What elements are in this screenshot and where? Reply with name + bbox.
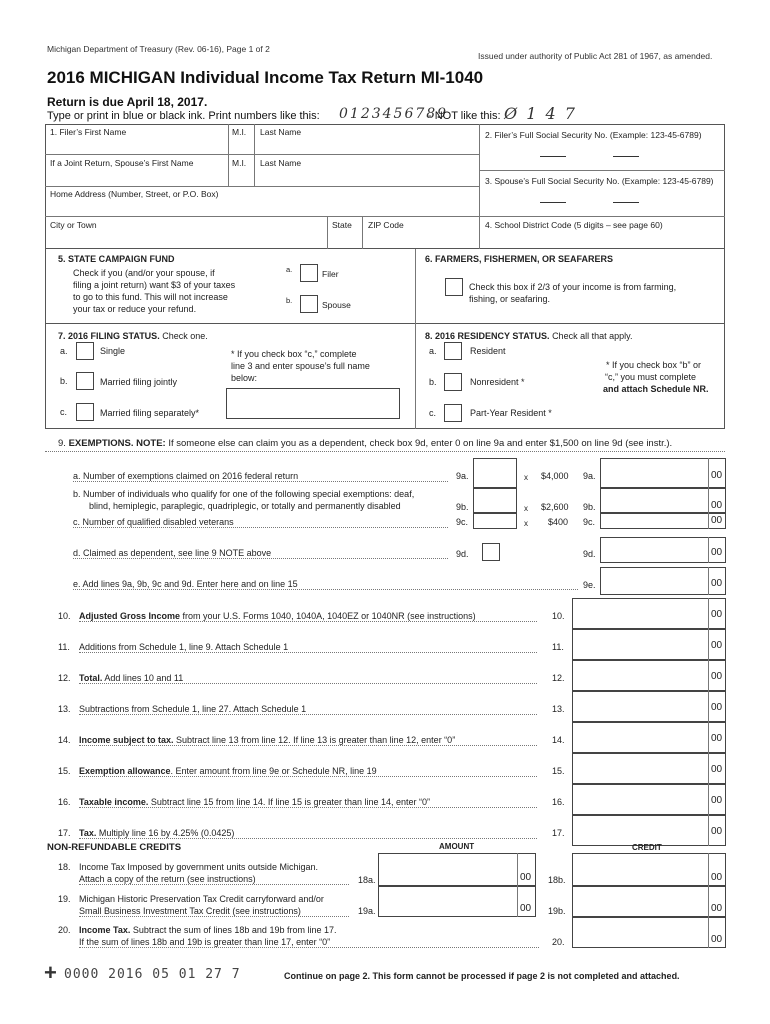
- line-18a-ref: 18a.: [358, 875, 376, 885]
- line-12-cents: 00: [711, 671, 723, 682]
- farmers-heading: 6. FARMERS, FISHERMEN, OR SEAFARERS: [425, 254, 614, 264]
- filer-first-name-label: 1. Filer’s First Name: [50, 127, 127, 137]
- single-label: Single: [100, 346, 126, 356]
- city-label: City or Town: [50, 220, 97, 230]
- filer-ssn-label: 2. Filer’s Full Social Security No. (Example: 123-45-6789): [485, 130, 702, 140]
- spouse-first-name-input[interactable]: [46, 169, 228, 185]
- cents-divider: [708, 784, 709, 815]
- line-9d-out-ref: 9d.: [583, 549, 596, 559]
- nonresident-label: Nonresident *: [470, 377, 525, 387]
- state-label: State: [332, 220, 352, 230]
- line-9e-text: e. Add lines 9a, 9b, 9c and 9d. Enter here and on line 15: [73, 579, 578, 590]
- school-district-input[interactable]: [480, 231, 725, 248]
- line-11-num: 11.: [58, 642, 70, 652]
- line-19b-amount-input[interactable]: [572, 886, 726, 917]
- line-20-cents: 00: [711, 934, 723, 945]
- single-checkbox[interactable]: [76, 342, 94, 360]
- filing-note-3: below:: [231, 373, 258, 383]
- line-13-amount-input[interactable]: [572, 691, 726, 722]
- campaign-spouse-label: Spouse: [322, 300, 351, 310]
- farmers-text-2: fishing, or seafaring.: [469, 294, 551, 304]
- line-18-text-2: Attach a copy of the return (see instructions): [79, 874, 349, 885]
- not-like-text: - NOT like this:: [428, 110, 501, 122]
- sample-digits-good: 0123456789: [339, 106, 449, 122]
- partyear-label: Part-Year Resident *: [470, 408, 552, 418]
- residency-c-label: c.: [429, 408, 437, 418]
- spouse-full-name-input[interactable]: [226, 388, 400, 419]
- resident-label: Resident: [470, 346, 506, 356]
- exemptions-num: 9.: [58, 438, 66, 449]
- spouse-ssn-label: 3. Spouse’s Full Social Security No. (Example: 123-45-6789): [485, 176, 714, 186]
- line-12-num: 12.: [58, 673, 71, 683]
- continue-notice: Continue on page 2. This form cannot be processed if page 2 is not completed and attached.: [284, 971, 680, 981]
- cents-divider: [708, 691, 709, 722]
- filer-last-name-input[interactable]: [255, 138, 479, 154]
- line-16-cents: 00: [711, 795, 723, 806]
- exemptions-heading-bold: EXEMPTIONS.: [68, 438, 134, 449]
- cents-divider: [708, 722, 709, 753]
- line-13-text: [79, 704, 537, 715]
- cents-divider: [708, 815, 709, 846]
- line-18-text-1: Income Tax Imposed by government units outside Michigan.: [79, 862, 318, 872]
- residency-heading-tail: Check all that apply.: [552, 331, 633, 341]
- spouse-first-name-label: If a Joint Return, Spouse’s First Name: [50, 158, 194, 168]
- farmers-checkbox[interactable]: [445, 278, 463, 296]
- line-10-bold: Adjusted Gross Income: [79, 611, 181, 621]
- line-16-ref: 16.: [552, 797, 565, 807]
- line-9a-cents: 00: [711, 470, 723, 481]
- exemptions-note-label: NOTE:: [136, 438, 166, 449]
- line-20-text-1: Subtract the sum of lines 18b and 19b from line 17.: [130, 925, 337, 935]
- state-input[interactable]: [328, 231, 362, 248]
- scan-line-code: 0000 2016 05 01 27 7: [64, 967, 241, 982]
- line-14-bold: Income subject to tax.: [79, 735, 174, 745]
- line-19-num: 19.: [58, 894, 71, 904]
- exemptions-heading: [58, 438, 672, 449]
- line-9c-cents: 00: [711, 515, 723, 526]
- campaign-filer-label: Filer: [322, 269, 339, 279]
- line-16-num: 16.: [58, 797, 71, 807]
- campaign-text-2: filing a joint return) want $3 of your taxes: [73, 280, 236, 290]
- school-district-label: 4. School District Code (5 digits – see page 60): [485, 220, 663, 230]
- line-9b-text-2: blind, hemiplegic, paraplegic, quadriplegic, or totally and permanently disabled: [89, 501, 401, 511]
- line-18b-ref: 18b.: [548, 875, 566, 885]
- line-17-desc: Multiply line 16 by 4.25% (0.0425): [96, 828, 235, 838]
- form-revision: Michigan Department of Treasury (Rev. 06-16), Page 1 of 2: [47, 44, 270, 54]
- line-17-text: [79, 828, 537, 839]
- line-20-amount-input[interactable]: [572, 917, 726, 948]
- line-11-desc: Additions from Schedule 1, line 9. Attach Schedule 1: [79, 642, 289, 652]
- form-authority: Issued under authority of Public Act 281 of 1967, as amended.: [478, 51, 713, 61]
- filing-status-heading-tail: Check one.: [162, 331, 208, 341]
- filer-last-name-label: Last Name: [260, 127, 302, 137]
- residency-a-label: a.: [429, 346, 437, 356]
- cents-divider: [708, 753, 709, 784]
- line-9a-in-ref: 9a.: [456, 471, 469, 481]
- residency-heading: [425, 331, 632, 341]
- campaign-b-label: b.: [286, 296, 293, 305]
- line-9c-x: x: [524, 519, 528, 528]
- line-15-cents: 00: [711, 764, 723, 775]
- line-9a-out-ref: 9a.: [583, 471, 596, 481]
- line-15-bold: Exemption allowance: [79, 766, 171, 776]
- line-15-ref: 15.: [552, 766, 565, 776]
- line-9b-text-1: b. Number of individuals who qualify for one of the following special exemptions: deaf,: [73, 489, 415, 499]
- campaign-text-1: Check if you (and/or your spouse, if: [73, 268, 215, 278]
- line-11-text: [79, 642, 537, 653]
- line-20-num: 20.: [58, 925, 71, 935]
- line-9d-text: d. Claimed as dependent, see line 9 NOTE above: [73, 548, 448, 559]
- sample-digits-bad: Ø 1 4 7: [504, 104, 577, 123]
- residency-b-label: b.: [429, 377, 437, 387]
- line-14-text: [79, 735, 537, 746]
- line-9c-in-ref: 9c.: [456, 517, 469, 527]
- line-9c-count-input[interactable]: [473, 513, 517, 529]
- campaign-a-label: a.: [286, 265, 293, 274]
- spouse-mi-label: M.I.: [232, 158, 247, 168]
- line-16-amount-input[interactable]: [572, 784, 726, 815]
- line-12-ref: 12.: [552, 673, 565, 683]
- campaign-filer-checkbox[interactable]: [300, 264, 318, 282]
- line-18b-cents: 00: [711, 872, 723, 883]
- line-9b-in-ref: 9b.: [456, 502, 469, 512]
- line-15-desc: . Enter amount from line 9e or Schedule NR, line 19: [170, 766, 377, 776]
- line-15-amount-input[interactable]: [572, 753, 726, 784]
- line-10-ref: 10.: [552, 611, 565, 621]
- plus-icon: +: [44, 960, 57, 985]
- cents-divider: [708, 660, 709, 691]
- zip-input[interactable]: [363, 231, 479, 248]
- line-14-desc: Subtract line 13 from line 12. If line 13 is greater than line 12, enter “0”: [173, 735, 456, 745]
- line-18-num: 18.: [58, 862, 71, 872]
- line-9c-text: c. Number of qualified disabled veterans: [73, 517, 448, 528]
- line-11-cents: 00: [711, 640, 723, 651]
- line-9a-x: x: [524, 473, 528, 482]
- line-13-desc: Subtractions from Schedule 1, line 27. Attach Schedule 1: [79, 704, 307, 714]
- line-13-cents: 00: [711, 702, 723, 713]
- line-9b-cents: 00: [711, 500, 723, 511]
- line-19a-ref: 19a.: [358, 906, 376, 916]
- form-title: 2016 MICHIGAN Individual Income Tax Return MI-1040: [47, 68, 484, 87]
- line-19-text-2: Small Business Investment Tax Credit (see instructions): [79, 906, 349, 917]
- residency-note-1: * If you check box “b” or: [606, 360, 702, 370]
- line-9b-count-input[interactable]: [473, 488, 517, 513]
- joint-label: Married filing jointly: [100, 377, 178, 387]
- line-20-bold: Income Tax.: [79, 925, 131, 935]
- line-14-ref: 14.: [552, 735, 565, 745]
- line-9d-in-ref: 9d.: [456, 549, 469, 559]
- residency-note-2: “c,” you must complete: [605, 372, 697, 382]
- line-10-text: [79, 611, 537, 622]
- exemptions-note: If someone else can claim you as a dependent, check box 9d, enter 0 on line 9a and enter $1,500 on line 9d (see instr.).: [168, 438, 673, 449]
- amount-column-header: AMOUNT: [439, 842, 475, 851]
- campaign-spouse-checkbox[interactable]: [300, 295, 318, 313]
- line-19a-amount-input[interactable]: [378, 886, 536, 917]
- spouse-mi-input[interactable]: [229, 169, 254, 185]
- line-9b-rate: $2,600: [541, 502, 569, 512]
- line-12-text: [79, 673, 537, 684]
- campaign-text-3: to go to this fund. This will not increase: [73, 292, 228, 302]
- line-9a-rate: $4,000: [541, 471, 569, 481]
- cents-divider: [708, 598, 709, 629]
- spouse-last-name-label: Last Name: [260, 158, 302, 168]
- line-9e-out-ref: 9e.: [583, 580, 596, 590]
- filing-c-label: c.: [60, 407, 68, 417]
- line-20-text-2: If the sum of lines 18b and 19b is greater than line 17, enter “0”: [79, 937, 539, 948]
- line-16-desc: Subtract line 15 from line 14. If line 15 is greater than line 14, enter “0”: [148, 797, 431, 807]
- line-10-amount-input[interactable]: [572, 598, 726, 629]
- line-18a-cents: 00: [520, 872, 532, 883]
- filer-first-name-input[interactable]: [46, 138, 228, 154]
- home-address-label: Home Address (Number, Street, or P.O. Box): [50, 189, 219, 199]
- line-17-bold: Tax.: [79, 828, 97, 838]
- cents-divider: [708, 629, 709, 660]
- line-11-ref: 11.: [552, 642, 564, 652]
- nonresident-checkbox[interactable]: [444, 373, 462, 391]
- residency-note-3: and attach Schedule NR.: [603, 384, 709, 394]
- line-9c-out-ref: 9c.: [583, 517, 596, 527]
- line-9b-out-ref: 9b.: [583, 502, 596, 512]
- city-input[interactable]: [46, 231, 327, 248]
- filer-ssn-input[interactable]: [480, 142, 725, 170]
- filing-status-heading: [58, 331, 208, 341]
- line-19-text-1: Michigan Historic Preservation Tax Credit carryforward and/or: [79, 894, 324, 904]
- line-11-amount-input[interactable]: [572, 629, 726, 660]
- due-date: Return is due April 18, 2017.: [47, 95, 208, 109]
- farmers-text-1: Check this box if 2/3 of your income is from farming,: [469, 282, 677, 292]
- line-19b-cents: 00: [711, 903, 723, 914]
- filing-note-2: line 3 and enter spouse’s full name: [231, 361, 370, 371]
- line-20-ref: 20.: [552, 937, 565, 947]
- line-16-bold: Taxable income.: [79, 797, 149, 807]
- line-9e-cents: 00: [711, 578, 723, 589]
- line-9c-rate: $400: [548, 517, 569, 527]
- line-10-desc: from your U.S. Forms 1040, 1040A, 1040EZ or 1040NR (see instructions): [180, 611, 476, 621]
- line-13-ref: 13.: [552, 704, 565, 714]
- line-17-num: 17.: [58, 828, 71, 838]
- line-17-ref: 17.: [552, 828, 565, 838]
- line-15-num: 15.: [58, 766, 71, 776]
- partyear-checkbox[interactable]: [444, 404, 462, 422]
- line-10-cents: 00: [711, 609, 723, 620]
- line-9a-text: a. Number of exemptions claimed on 2016 federal return: [73, 471, 448, 482]
- line-12-amount-input[interactable]: [572, 660, 726, 691]
- line-18b-amount-input[interactable]: [572, 853, 726, 886]
- campaign-fund-heading: 5. STATE CAMPAIGN FUND: [58, 254, 175, 264]
- line-9a-count-input[interactable]: [473, 458, 517, 488]
- filing-note-1: * If you check box “c,” complete: [231, 349, 357, 359]
- line-9d-checkbox[interactable]: [482, 543, 500, 561]
- home-address-input[interactable]: [46, 200, 479, 216]
- line-19a-cents: 00: [520, 903, 532, 914]
- filer-mi-input[interactable]: [229, 138, 254, 154]
- filing-status-heading-bold: 7. 2016 FILING STATUS.: [58, 331, 160, 341]
- credits-heading: NON-REFUNDABLE CREDITS: [47, 842, 182, 853]
- joint-checkbox[interactable]: [76, 372, 94, 390]
- line-15-text: [79, 766, 537, 777]
- line-10-num: 10.: [58, 611, 71, 621]
- line-9b-x: x: [524, 504, 528, 513]
- line-14-num: 14.: [58, 735, 71, 745]
- credit-column-header: CREDIT: [632, 843, 662, 852]
- residency-heading-bold: 8. 2016 RESIDENCY STATUS.: [425, 331, 550, 341]
- filing-a-label: a.: [60, 346, 68, 356]
- print-instructions: Type or print in blue or black ink. Print numbers like this:: [47, 110, 320, 122]
- resident-checkbox[interactable]: [444, 342, 462, 360]
- line-19b-ref: 19b.: [548, 906, 566, 916]
- line-17-amount-input[interactable]: [572, 815, 726, 846]
- line-18a-amount-input[interactable]: [378, 853, 536, 886]
- spouse-ssn-input[interactable]: [480, 188, 725, 216]
- line-17-cents: 00: [711, 826, 723, 837]
- line-16-text: [79, 797, 537, 808]
- line-9d-cents: 00: [711, 547, 723, 558]
- line-12-bold: Total.: [79, 673, 103, 683]
- zip-label: ZIP Code: [368, 220, 404, 230]
- separate-checkbox[interactable]: [76, 403, 94, 421]
- separate-label: Married filing separately*: [100, 408, 200, 418]
- filing-b-label: b.: [60, 376, 68, 386]
- campaign-text-4: your tax or reduce your refund.: [73, 304, 197, 314]
- filer-mi-label: M.I.: [232, 127, 247, 137]
- spouse-last-name-input[interactable]: [255, 169, 479, 185]
- line-14-amount-input[interactable]: [572, 722, 726, 753]
- line-12-desc: Add lines 10 and 11: [102, 673, 184, 683]
- line-13-num: 13.: [58, 704, 71, 714]
- line-14-cents: 00: [711, 733, 723, 744]
